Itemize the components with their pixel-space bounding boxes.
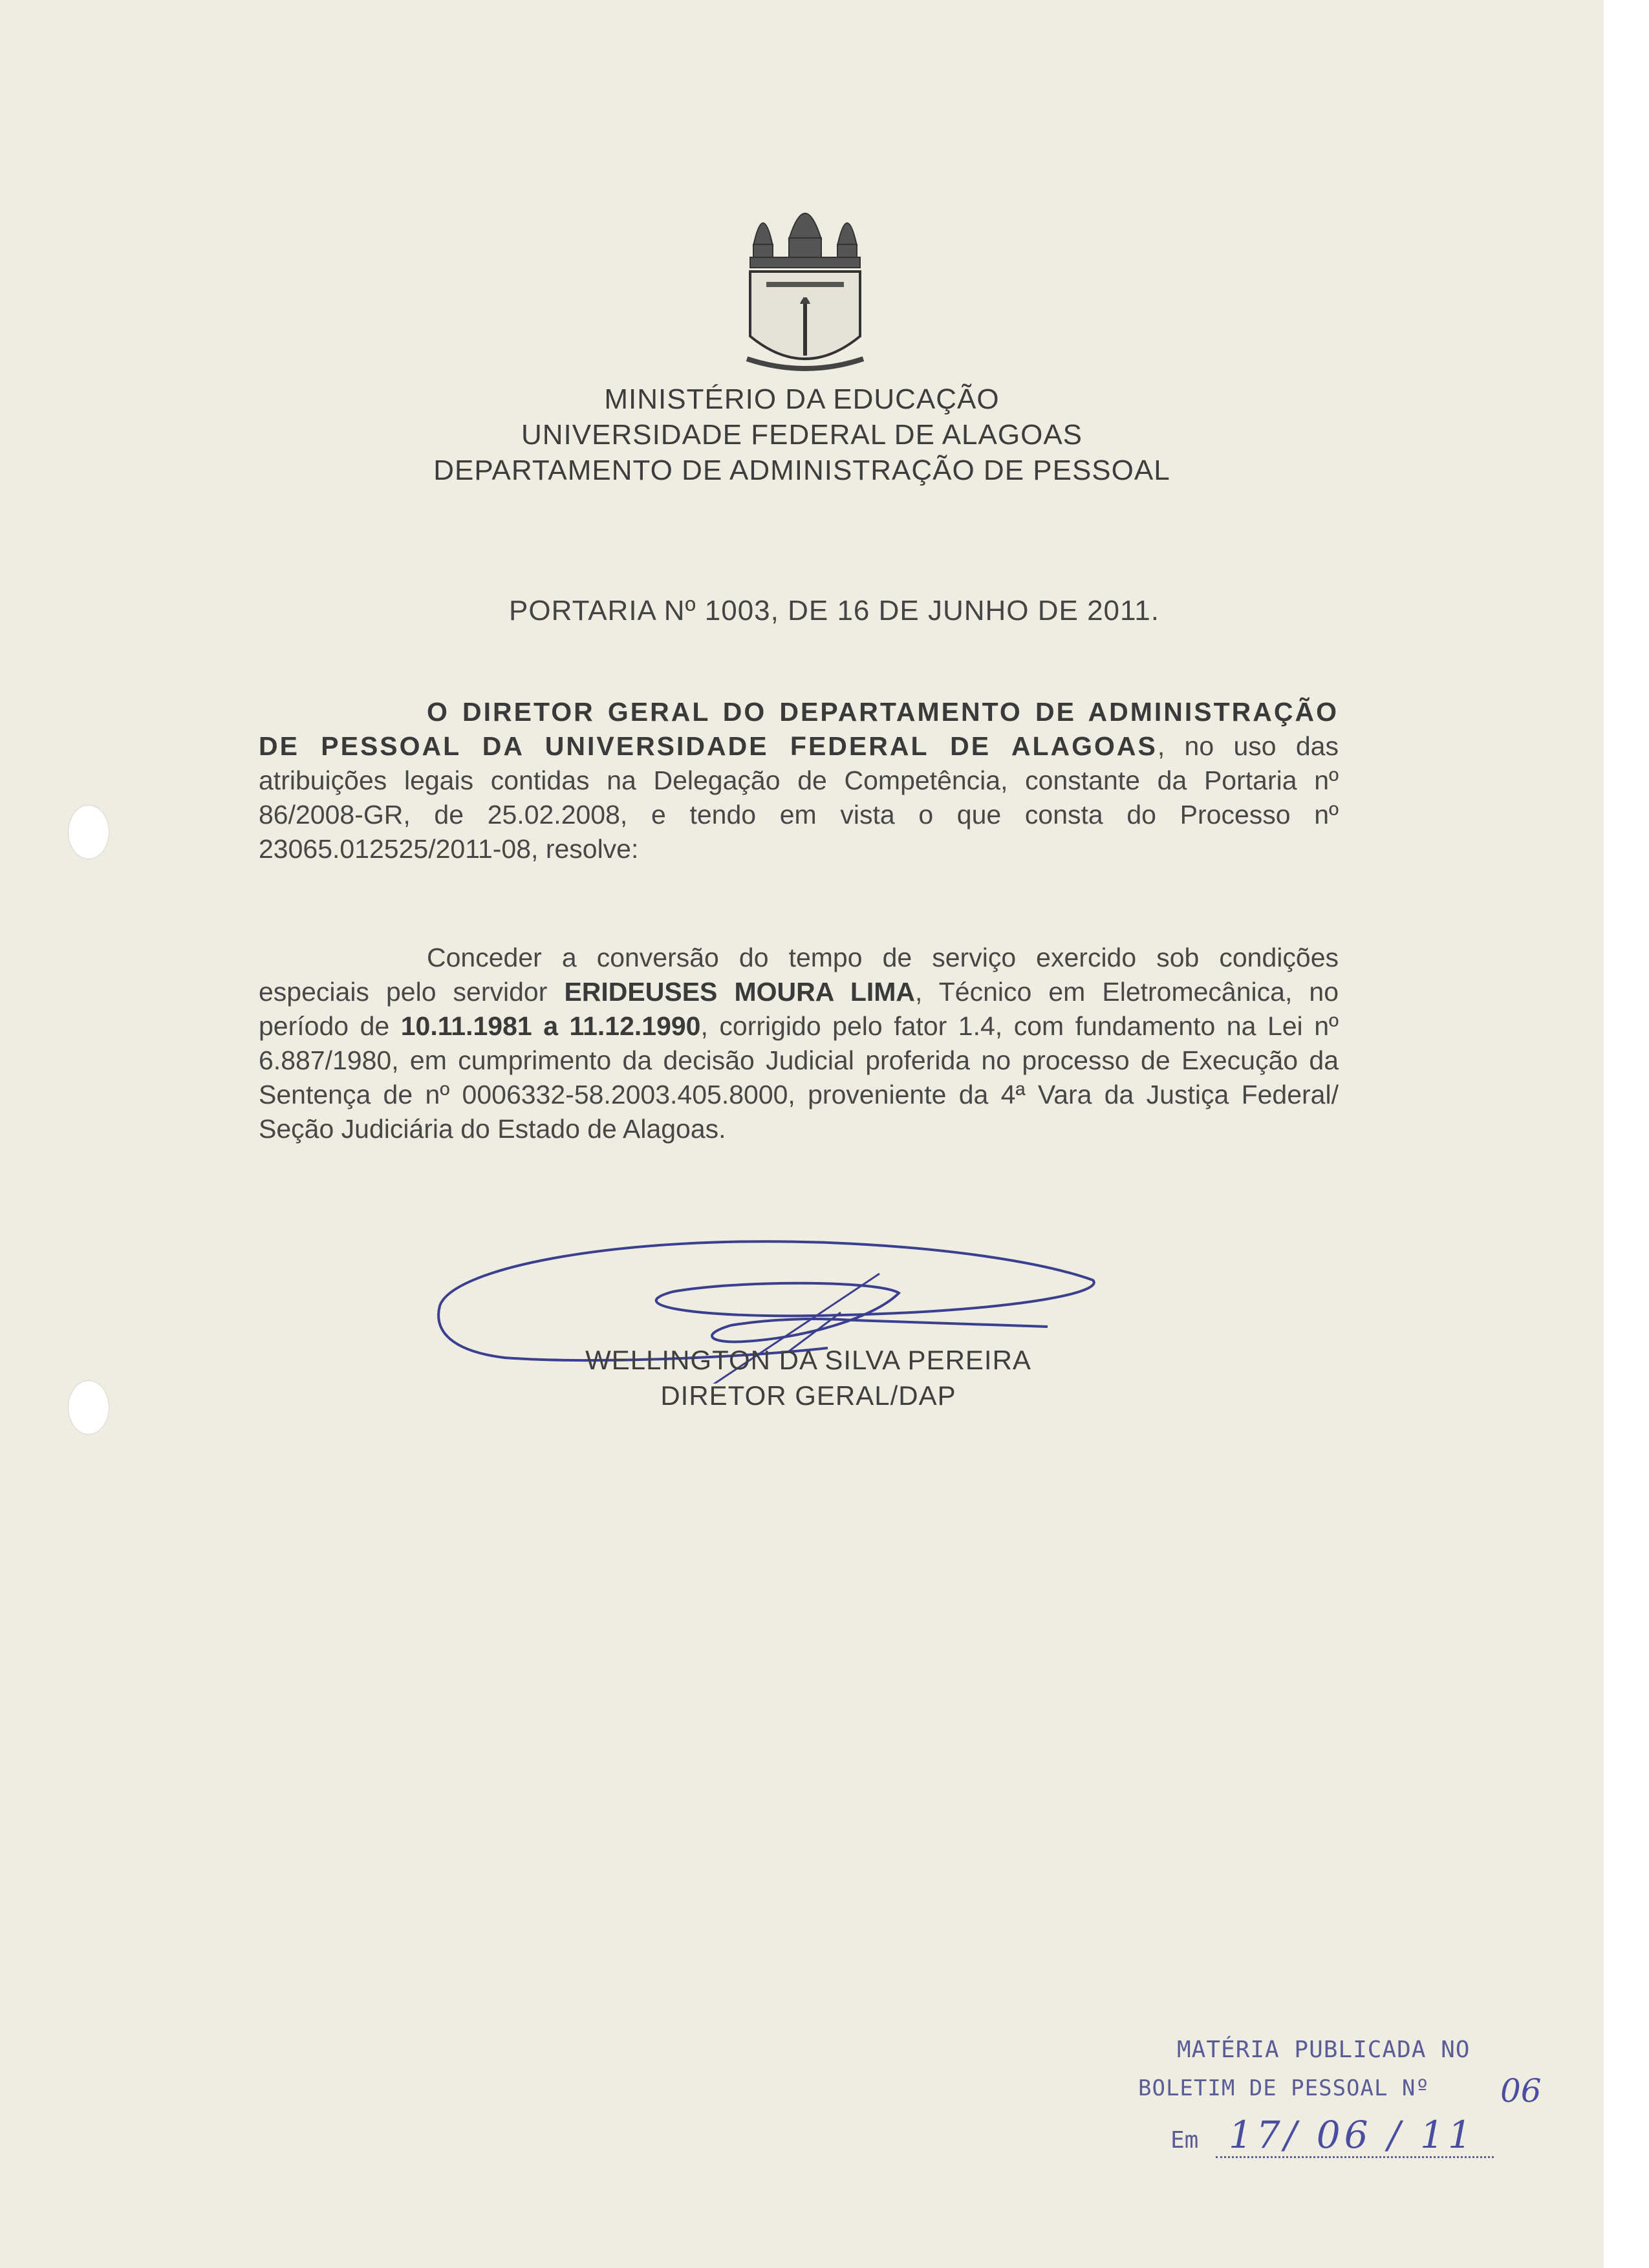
document-header	[323, 381, 1280, 488]
service-period: 10.11.1981 a 11.12.1990	[400, 1011, 701, 1041]
punch-hole-bottom	[68, 1380, 109, 1435]
stamp-line-published: MATÉRIA PUBLICADA NO	[1177, 2037, 1471, 2063]
ministry-line: MINISTÉRIO DA EDUCAÇÃO	[604, 383, 1000, 415]
resolution-text-3: , corrigido pelo fator 1.4, com fundamento na Lei nº 6.887/1980, em cumprimento da decisão Judicial proferida no processo de Execução da Sentença de nº 0006332-58.2003.405.8000, proveniente da 4ª Vara da Justiça Federal/ Seção Judiciária do Estado de Alagoas.	[259, 1011, 1339, 1144]
signatory-name: WELLINGTON DA SILVA PEREIRA	[585, 1345, 1031, 1375]
publication-stamp	[1132, 2037, 1571, 2231]
scan-margin	[1604, 0, 1649, 2268]
stamp-underline	[1216, 2156, 1494, 2158]
university-crest-icon	[740, 187, 870, 381]
university-line: UNIVERSIDADE FEDERAL DE ALAGOAS	[521, 419, 1083, 451]
signatory-role: DIRETOR GERAL/DAP	[660, 1380, 956, 1411]
resolution-text-2: , Técnico em Eletromecânica, no período de	[259, 977, 1339, 1041]
preamble-paragraph	[259, 695, 1339, 866]
stamp-date-prefix: Em	[1170, 2127, 1199, 2154]
punch-hole-top	[68, 805, 109, 859]
resolution-text-1: Conceder a conversão do tempo de serviço exercido sob condições especiais pelo servidor	[259, 943, 1339, 1007]
preamble-authority: O DIRETOR GERAL DO DEPARTAMENTO DE ADMINISTRAÇÃO DE PESSOAL DA UNIVERSIDADE FEDERAL DE ALAGOAS	[259, 697, 1339, 761]
stamp-bulletin-number: 06	[1500, 2072, 1542, 2110]
servant-name: ERIDEUSES MOURA LIMA	[564, 977, 916, 1007]
resolution-paragraph	[259, 941, 1339, 1146]
stamp-date: 17/ 06 / 11	[1229, 2113, 1476, 2157]
preamble-text: , no uso das atribuições legais contidas na Delegação de Competência, constante da Portaria nº 86/2008-GR, de 25.02.2008, e tendo em vista o que consta do Processo nº 23065.012525/2011-08, resolve:	[259, 731, 1339, 864]
ordinance-title: PORTARIA Nº 1003, DE 16 DE JUNHO DE 2011.	[509, 595, 1159, 626]
department-line: DEPARTAMENTO DE ADMINISTRAÇÃO DE PESSOAL	[433, 455, 1170, 486]
stamp-line-bulletin: BOLETIM DE PESSOAL Nº	[1138, 2075, 1430, 2101]
